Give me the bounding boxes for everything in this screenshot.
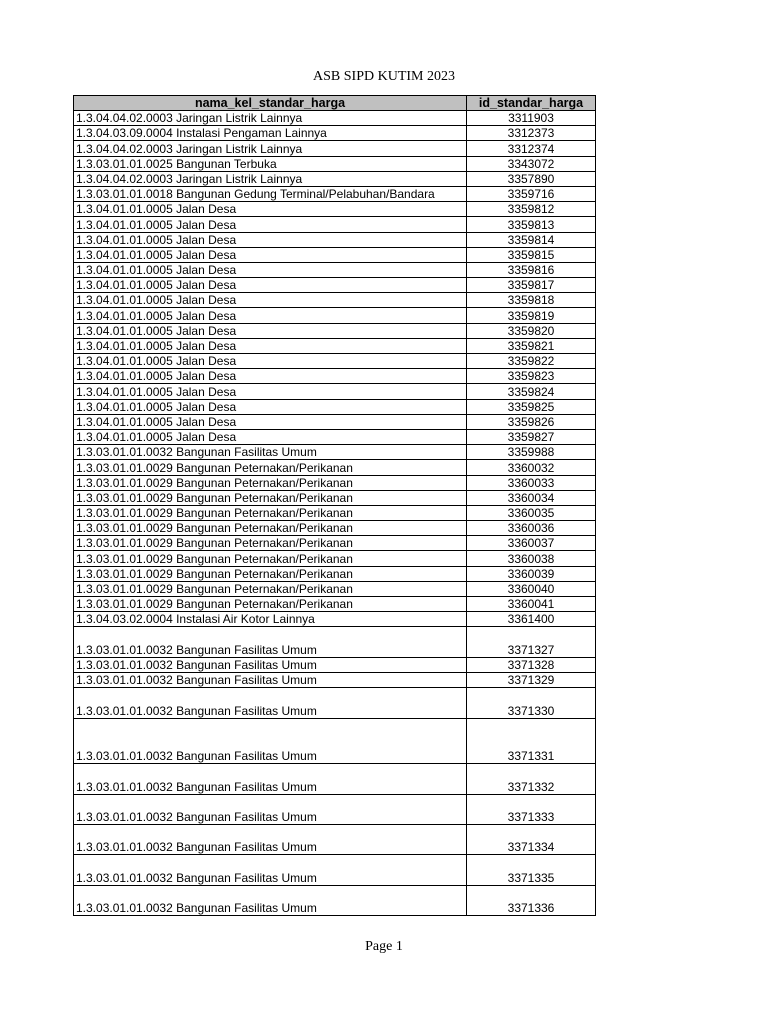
cell-nama-kel-standar-harga: 1.3.03.01.01.0032 Bangunan Fasilitas Umum (74, 672, 467, 687)
cell-id-standar-harga: 3361400 (467, 612, 596, 627)
table-row (74, 384, 596, 399)
cell-id-standar-harga: 3357890 (467, 171, 596, 186)
cell-id-standar-harga: 3311903 (467, 111, 596, 126)
cell-nama-kel-standar-harga: 1.3.03.01.01.0032 Bangunan Fasilitas Umum (74, 794, 467, 824)
cell-id-standar-harga: 3359988 (467, 445, 596, 460)
cell-id-standar-harga: 3360041 (467, 597, 596, 612)
cell-id-standar-harga: 3371330 (467, 688, 596, 718)
cell-nama-kel-standar-harga: 1.3.04.01.01.0005 Jalan Desa (74, 278, 467, 293)
cell-nama-kel-standar-harga: 1.3.04.01.01.0005 Jalan Desa (74, 262, 467, 277)
cell-nama-kel-standar-harga: 1.3.03.01.01.0032 Bangunan Fasilitas Umum (74, 855, 467, 885)
cell-nama-kel-standar-harga: 1.3.04.01.01.0005 Jalan Desa (74, 308, 467, 323)
cell-nama-kel-standar-harga: 1.3.03.01.01.0032 Bangunan Fasilitas Umum (74, 657, 467, 672)
cell-nama-kel-standar-harga: 1.3.03.01.01.0029 Bangunan Peternakan/Perikanan (74, 475, 467, 490)
table-row (74, 217, 596, 232)
cell-nama-kel-standar-harga: 1.3.03.01.01.0029 Bangunan Peternakan/Perikanan (74, 490, 467, 505)
cell-id-standar-harga: 3359812 (467, 202, 596, 217)
cell-nama-kel-standar-harga: 1.3.04.01.01.0005 Jalan Desa (74, 293, 467, 308)
table-row (74, 688, 596, 718)
column-header-nama: nama_kel_standar_harga (74, 96, 467, 111)
table-row (74, 171, 596, 186)
table-row (74, 202, 596, 217)
table-row (74, 308, 596, 323)
table-row (74, 232, 596, 247)
table-row (74, 657, 596, 672)
cell-id-standar-harga: 3371335 (467, 855, 596, 885)
cell-nama-kel-standar-harga: 1.3.03.01.01.0018 Bangunan Gedung Terminal/Pelabuhan/Bandara (74, 186, 467, 201)
table-row (74, 764, 596, 794)
cell-nama-kel-standar-harga: 1.3.04.03.02.0004 Instalasi Air Kotor Lainnya (74, 612, 467, 627)
cell-id-standar-harga: 3312373 (467, 126, 596, 141)
cell-id-standar-harga: 3360039 (467, 566, 596, 581)
table-row (74, 186, 596, 201)
cell-id-standar-harga: 3359827 (467, 429, 596, 444)
table-row (74, 521, 596, 536)
table-row (74, 505, 596, 520)
table-row (74, 824, 596, 854)
cell-id-standar-harga: 3359825 (467, 399, 596, 414)
cell-id-standar-harga: 3371334 (467, 824, 596, 854)
cell-nama-kel-standar-harga: 1.3.03.01.01.0032 Bangunan Fasilitas Umum (74, 445, 467, 460)
table-row (74, 111, 596, 126)
cell-nama-kel-standar-harga: 1.3.04.01.01.0005 Jalan Desa (74, 323, 467, 338)
cell-nama-kel-standar-harga: 1.3.04.04.02.0003 Jaringan Listrik Lainnya (74, 171, 467, 186)
cell-nama-kel-standar-harga: 1.3.04.01.01.0005 Jalan Desa (74, 429, 467, 444)
cell-id-standar-harga: 3360035 (467, 505, 596, 520)
cell-id-standar-harga: 3359824 (467, 384, 596, 399)
table-row (74, 536, 596, 551)
cell-id-standar-harga: 3359817 (467, 278, 596, 293)
cell-nama-kel-standar-harga: 1.3.03.01.01.0032 Bangunan Fasilitas Umum (74, 627, 467, 657)
cell-nama-kel-standar-harga: 1.3.03.01.01.0032 Bangunan Fasilitas Umum (74, 764, 467, 794)
cell-id-standar-harga: 3371331 (467, 718, 596, 764)
table-row (74, 369, 596, 384)
cell-id-standar-harga: 3360038 (467, 551, 596, 566)
cell-id-standar-harga: 3360033 (467, 475, 596, 490)
table-row (74, 399, 596, 414)
table-row (74, 551, 596, 566)
table-row (74, 566, 596, 581)
table-row (74, 141, 596, 156)
document-title: ASB SIPD KUTIM 2023 (313, 69, 455, 84)
cell-nama-kel-standar-harga: 1.3.04.01.01.0005 Jalan Desa (74, 354, 467, 369)
cell-id-standar-harga: 3359818 (467, 293, 596, 308)
cell-nama-kel-standar-harga: 1.3.04.03.09.0004 Instalasi Pengaman Lainnya (74, 126, 467, 141)
cell-nama-kel-standar-harga: 1.3.03.01.01.0032 Bangunan Fasilitas Umum (74, 885, 467, 915)
cell-id-standar-harga: 3359821 (467, 338, 596, 353)
table-row (74, 293, 596, 308)
cell-id-standar-harga: 3360032 (467, 460, 596, 475)
table-row (74, 414, 596, 429)
table-row (74, 429, 596, 444)
table-row (74, 247, 596, 262)
cell-nama-kel-standar-harga: 1.3.04.01.01.0005 Jalan Desa (74, 384, 467, 399)
table-row (74, 278, 596, 293)
price-standard-table (73, 95, 596, 916)
cell-nama-kel-standar-harga: 1.3.03.01.01.0029 Bangunan Peternakan/Perikanan (74, 521, 467, 536)
cell-id-standar-harga: 3359816 (467, 262, 596, 277)
cell-id-standar-harga: 3343072 (467, 156, 596, 171)
cell-id-standar-harga: 3359826 (467, 414, 596, 429)
table-row (74, 794, 596, 824)
cell-nama-kel-standar-harga: 1.3.03.01.01.0029 Bangunan Peternakan/Perikanan (74, 581, 467, 596)
cell-id-standar-harga: 3371336 (467, 885, 596, 915)
table-row (74, 126, 596, 141)
cell-id-standar-harga: 3371333 (467, 794, 596, 824)
table-body (74, 111, 596, 916)
cell-id-standar-harga: 3359823 (467, 369, 596, 384)
cell-nama-kel-standar-harga: 1.3.03.01.01.0029 Bangunan Peternakan/Perikanan (74, 505, 467, 520)
column-header-id: id_standar_harga (467, 96, 596, 111)
cell-nama-kel-standar-harga: 1.3.03.01.01.0032 Bangunan Fasilitas Umum (74, 688, 467, 718)
table-row (74, 672, 596, 687)
table-row (74, 156, 596, 171)
cell-id-standar-harga: 3371328 (467, 657, 596, 672)
table-row (74, 627, 596, 657)
cell-nama-kel-standar-harga: 1.3.04.01.01.0005 Jalan Desa (74, 232, 467, 247)
cell-id-standar-harga: 3359822 (467, 354, 596, 369)
cell-id-standar-harga: 3359814 (467, 232, 596, 247)
cell-nama-kel-standar-harga: 1.3.04.04.02.0003 Jaringan Listrik Lainnya (74, 111, 467, 126)
cell-nama-kel-standar-harga: 1.3.03.01.01.0029 Bangunan Peternakan/Perikanan (74, 597, 467, 612)
page-number: Page 1 (365, 939, 403, 954)
cell-nama-kel-standar-harga: 1.3.04.01.01.0005 Jalan Desa (74, 247, 467, 262)
table-row (74, 475, 596, 490)
table-row (74, 262, 596, 277)
cell-id-standar-harga: 3371329 (467, 672, 596, 687)
cell-nama-kel-standar-harga: 1.3.03.01.01.0029 Bangunan Peternakan/Perikanan (74, 551, 467, 566)
cell-nama-kel-standar-harga: 1.3.04.01.01.0005 Jalan Desa (74, 202, 467, 217)
cell-nama-kel-standar-harga: 1.3.03.01.01.0025 Bangunan Terbuka (74, 156, 467, 171)
cell-id-standar-harga: 3312374 (467, 141, 596, 156)
table-row (74, 460, 596, 475)
cell-id-standar-harga: 3360037 (467, 536, 596, 551)
table-header-row (74, 96, 596, 111)
cell-id-standar-harga: 3360040 (467, 581, 596, 596)
cell-id-standar-harga: 3359819 (467, 308, 596, 323)
cell-nama-kel-standar-harga: 1.3.03.01.01.0029 Bangunan Peternakan/Perikanan (74, 566, 467, 581)
cell-id-standar-harga: 3359813 (467, 217, 596, 232)
table-row (74, 338, 596, 353)
table-row (74, 354, 596, 369)
cell-nama-kel-standar-harga: 1.3.03.01.01.0029 Bangunan Peternakan/Perikanan (74, 460, 467, 475)
table-row (74, 581, 596, 596)
cell-nama-kel-standar-harga: 1.3.03.01.01.0032 Bangunan Fasilitas Umum (74, 718, 467, 764)
cell-nama-kel-standar-harga: 1.3.04.01.01.0005 Jalan Desa (74, 217, 467, 232)
table-row (74, 490, 596, 505)
table-row (74, 597, 596, 612)
table-row (74, 855, 596, 885)
cell-nama-kel-standar-harga: 1.3.03.01.01.0032 Bangunan Fasilitas Umum (74, 824, 467, 854)
cell-id-standar-harga: 3359716 (467, 186, 596, 201)
cell-id-standar-harga: 3359815 (467, 247, 596, 262)
table-row (74, 718, 596, 764)
cell-id-standar-harga: 3360034 (467, 490, 596, 505)
table-row (74, 885, 596, 915)
cell-nama-kel-standar-harga: 1.3.04.01.01.0005 Jalan Desa (74, 338, 467, 353)
cell-id-standar-harga: 3371327 (467, 627, 596, 657)
cell-id-standar-harga: 3360036 (467, 521, 596, 536)
table-row (74, 612, 596, 627)
cell-nama-kel-standar-harga: 1.3.04.01.01.0005 Jalan Desa (74, 369, 467, 384)
cell-nama-kel-standar-harga: 1.3.03.01.01.0029 Bangunan Peternakan/Perikanan (74, 536, 467, 551)
table-row (74, 445, 596, 460)
cell-nama-kel-standar-harga: 1.3.04.04.02.0003 Jaringan Listrik Lainnya (74, 141, 467, 156)
cell-id-standar-harga: 3359820 (467, 323, 596, 338)
cell-nama-kel-standar-harga: 1.3.04.01.01.0005 Jalan Desa (74, 414, 467, 429)
cell-nama-kel-standar-harga: 1.3.04.01.01.0005 Jalan Desa (74, 399, 467, 414)
table-row (74, 323, 596, 338)
cell-id-standar-harga: 3371332 (467, 764, 596, 794)
